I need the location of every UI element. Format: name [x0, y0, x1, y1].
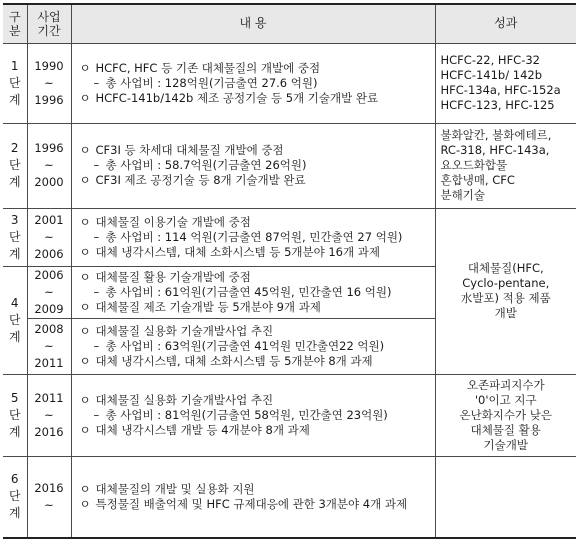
- content-cell: [71, 318, 435, 374]
- content-item: [80, 158, 429, 173]
- content-item: [80, 173, 429, 188]
- content-item-text: CF3I 등 차세대 대체물질 개발에 중점: [95, 143, 284, 157]
- content-item: [80, 215, 429, 230]
- content-cell: [71, 208, 435, 266]
- content-cell: [71, 43, 435, 123]
- content-item: [80, 354, 429, 369]
- stage-cell: 3 단 계: [3, 208, 27, 266]
- content-item: [80, 497, 429, 512]
- stage-cell: 4 단 계: [3, 266, 27, 374]
- bullet-mark: ㅇ: [79, 323, 91, 338]
- content-item-text: 대체물질 실용화 기술개발사업 추진: [95, 392, 274, 407]
- result-cell: [435, 123, 576, 208]
- bullet-mark: ㅇ: [79, 392, 91, 407]
- result-line: 대체물질(HFC,: [467, 261, 544, 275]
- header-period: 사업 기간: [27, 4, 71, 43]
- content-item-text: 총 사업비 : 58.7억원(기금출연 26억원): [105, 158, 307, 172]
- bullet-mark: ㅇ: [79, 214, 91, 229]
- bullet-mark: –: [93, 338, 100, 353]
- content-cell: [71, 374, 435, 456]
- period-cell: 2008 ~ 2011: [27, 318, 71, 374]
- period-cell: 2016 ~: [27, 456, 71, 538]
- bullet-mark: ㅇ: [79, 143, 91, 157]
- content-item-text: 대체물질의 개발 및 실용화 지원: [95, 481, 255, 496]
- period-cell: 2011 ~ 2016: [27, 374, 71, 456]
- result-line: Cyclo-pentane,: [462, 276, 550, 290]
- content-item-text: 총 사업비 : 114 억원(기금출연 87억원, 민간출연 27 억원): [105, 229, 403, 244]
- bullet-mark: ㅇ: [79, 299, 91, 314]
- content-item: [80, 61, 429, 76]
- period-cell: 2001 ~ 2006: [27, 208, 71, 266]
- merged-result-cell: [435, 208, 576, 374]
- bullet-mark: –: [93, 284, 100, 299]
- result-cell: [435, 43, 576, 123]
- content-item: [80, 91, 429, 106]
- bullet-mark: ㅇ: [79, 353, 91, 368]
- table-row: [3, 43, 576, 123]
- stage-cell: 1 단 계: [3, 43, 27, 123]
- stage-cell: 5 단 계: [3, 374, 27, 456]
- bullet-mark: –: [93, 407, 100, 422]
- content-cell: [71, 456, 435, 538]
- result-line: HCFC-123, HFC-125: [440, 98, 555, 112]
- result-line: 온난화지수가 낮은: [459, 407, 553, 422]
- bullet-mark: ㅇ: [79, 496, 91, 511]
- stage-cell: 2 단 계: [3, 123, 27, 208]
- bullet-mark: ㅇ: [79, 60, 91, 75]
- content-item: [80, 408, 429, 423]
- content-item-text: 대체 냉각시스템, 대체 소화시스템 등 5개분야 16개 과제: [95, 244, 380, 259]
- bullet-mark: ㅇ: [79, 244, 91, 259]
- result-line: HFC-134a, HFC-152a: [440, 83, 561, 97]
- result-line: RC-318, HFC-143a,: [440, 143, 550, 157]
- result-line: 기술개발: [483, 437, 528, 452]
- content-item-text: 특정물질 배출억제 및 HFC 규제대응에 관한 3개분야 4개 과제: [95, 496, 408, 511]
- table-row: [3, 456, 576, 538]
- content-item-text: HCFC, HFC 등 기존 대체물질의 개발에 중점: [95, 60, 321, 75]
- period-cell: 1990 ~ 1996: [27, 43, 71, 123]
- content-item-text: 총 사업비 : 63억원(기금출연 41억원 민간출연22 억원): [105, 338, 385, 353]
- content-item-text: CF3I 제조 공정기술 등 8개 기술개발 완료: [95, 173, 306, 187]
- content-item-text: HCFC-141b/142b 제조 공정기술 등 5개 기술개발 완료: [95, 90, 379, 105]
- rnd-stage-table: [3, 3, 576, 539]
- bullet-mark: ㅇ: [79, 481, 91, 496]
- result-line: 요오드화합물: [440, 158, 508, 172]
- content-item-text: 대체물질 실용화 기술개발사업 추진: [95, 323, 274, 338]
- bullet-mark: ㅇ: [79, 173, 91, 187]
- table-row: [3, 208, 576, 266]
- content-item: [80, 230, 429, 245]
- result-line: 혼합냉매, CFC: [440, 173, 515, 187]
- content-item: [80, 324, 429, 339]
- bullet-mark: ㅇ: [79, 422, 91, 437]
- content-item-text: 대체물질 활용 기술개발에 중점: [95, 269, 251, 284]
- result-line: 오존파괴지수가: [466, 377, 545, 392]
- bullet-mark: –: [93, 229, 100, 244]
- content-item-text: 총 사업비 : 61억원(기금출연 45억원, 민간출연 16 억원): [105, 284, 392, 299]
- content-item-text: 총 사업비 : 81억원(기금출연 58억원, 민간출연 23억원): [105, 407, 388, 422]
- content-cell: [71, 266, 435, 318]
- content-item: [80, 285, 429, 300]
- result-cell-empty: [435, 456, 576, 538]
- period-cell: 1996 ~ 2000: [27, 123, 71, 208]
- result-line: 대체물질 활용: [470, 422, 541, 437]
- period-cell: 2006 ~ 2009: [27, 266, 71, 318]
- content-item: [80, 423, 429, 438]
- result-line: 水발포) 적용 제품: [460, 291, 551, 305]
- content-item: [80, 339, 429, 354]
- content-item-text: 대체 냉각시스템, 대체 소화시스템 등 5개분야 8개 과제: [95, 353, 373, 368]
- table-row: [3, 123, 576, 208]
- bullet-mark: ㅇ: [79, 90, 91, 105]
- header-stage: 구 분: [3, 4, 27, 43]
- content-item: [80, 393, 429, 408]
- content-item: [80, 245, 429, 260]
- header-content: 내 용: [71, 4, 435, 43]
- content-item: [80, 143, 429, 158]
- table-row: [3, 374, 576, 456]
- bullet-mark: –: [93, 75, 100, 90]
- result-line: '0'이고 지구: [474, 392, 537, 407]
- result-line: HCFC-22, HFC-32: [440, 53, 540, 67]
- table-header-row: [3, 4, 576, 43]
- result-line: 분해기술: [440, 188, 485, 202]
- stage-cell: 6 단 계: [3, 456, 27, 538]
- header-result: 성과: [435, 4, 576, 43]
- result-line: 불화알칸, 불화에테르,: [440, 128, 552, 142]
- result-line: HCFC-141b/ 142b: [440, 68, 543, 82]
- bullet-mark: –: [93, 158, 100, 172]
- content-cell: [71, 123, 435, 208]
- content-item-text: 대체물질 제조 기술개발 등 5개분야 9개 과제: [95, 299, 321, 314]
- content-item: [80, 482, 429, 497]
- content-item-text: 총 사업비 : 128억원(기금출연 27.6 억원): [105, 75, 318, 90]
- content-item-text: 대체 냉각시스템 개발 등 4개분야 8개 과제: [95, 422, 310, 437]
- content-item-text: 대체물질 이용기술 개발에 중점: [95, 214, 251, 229]
- content-item: [80, 300, 429, 315]
- content-item: [80, 76, 429, 91]
- result-line: 개발: [494, 306, 517, 320]
- content-item: [80, 270, 429, 285]
- result-cell: [435, 374, 576, 456]
- bullet-mark: ㅇ: [79, 269, 91, 284]
